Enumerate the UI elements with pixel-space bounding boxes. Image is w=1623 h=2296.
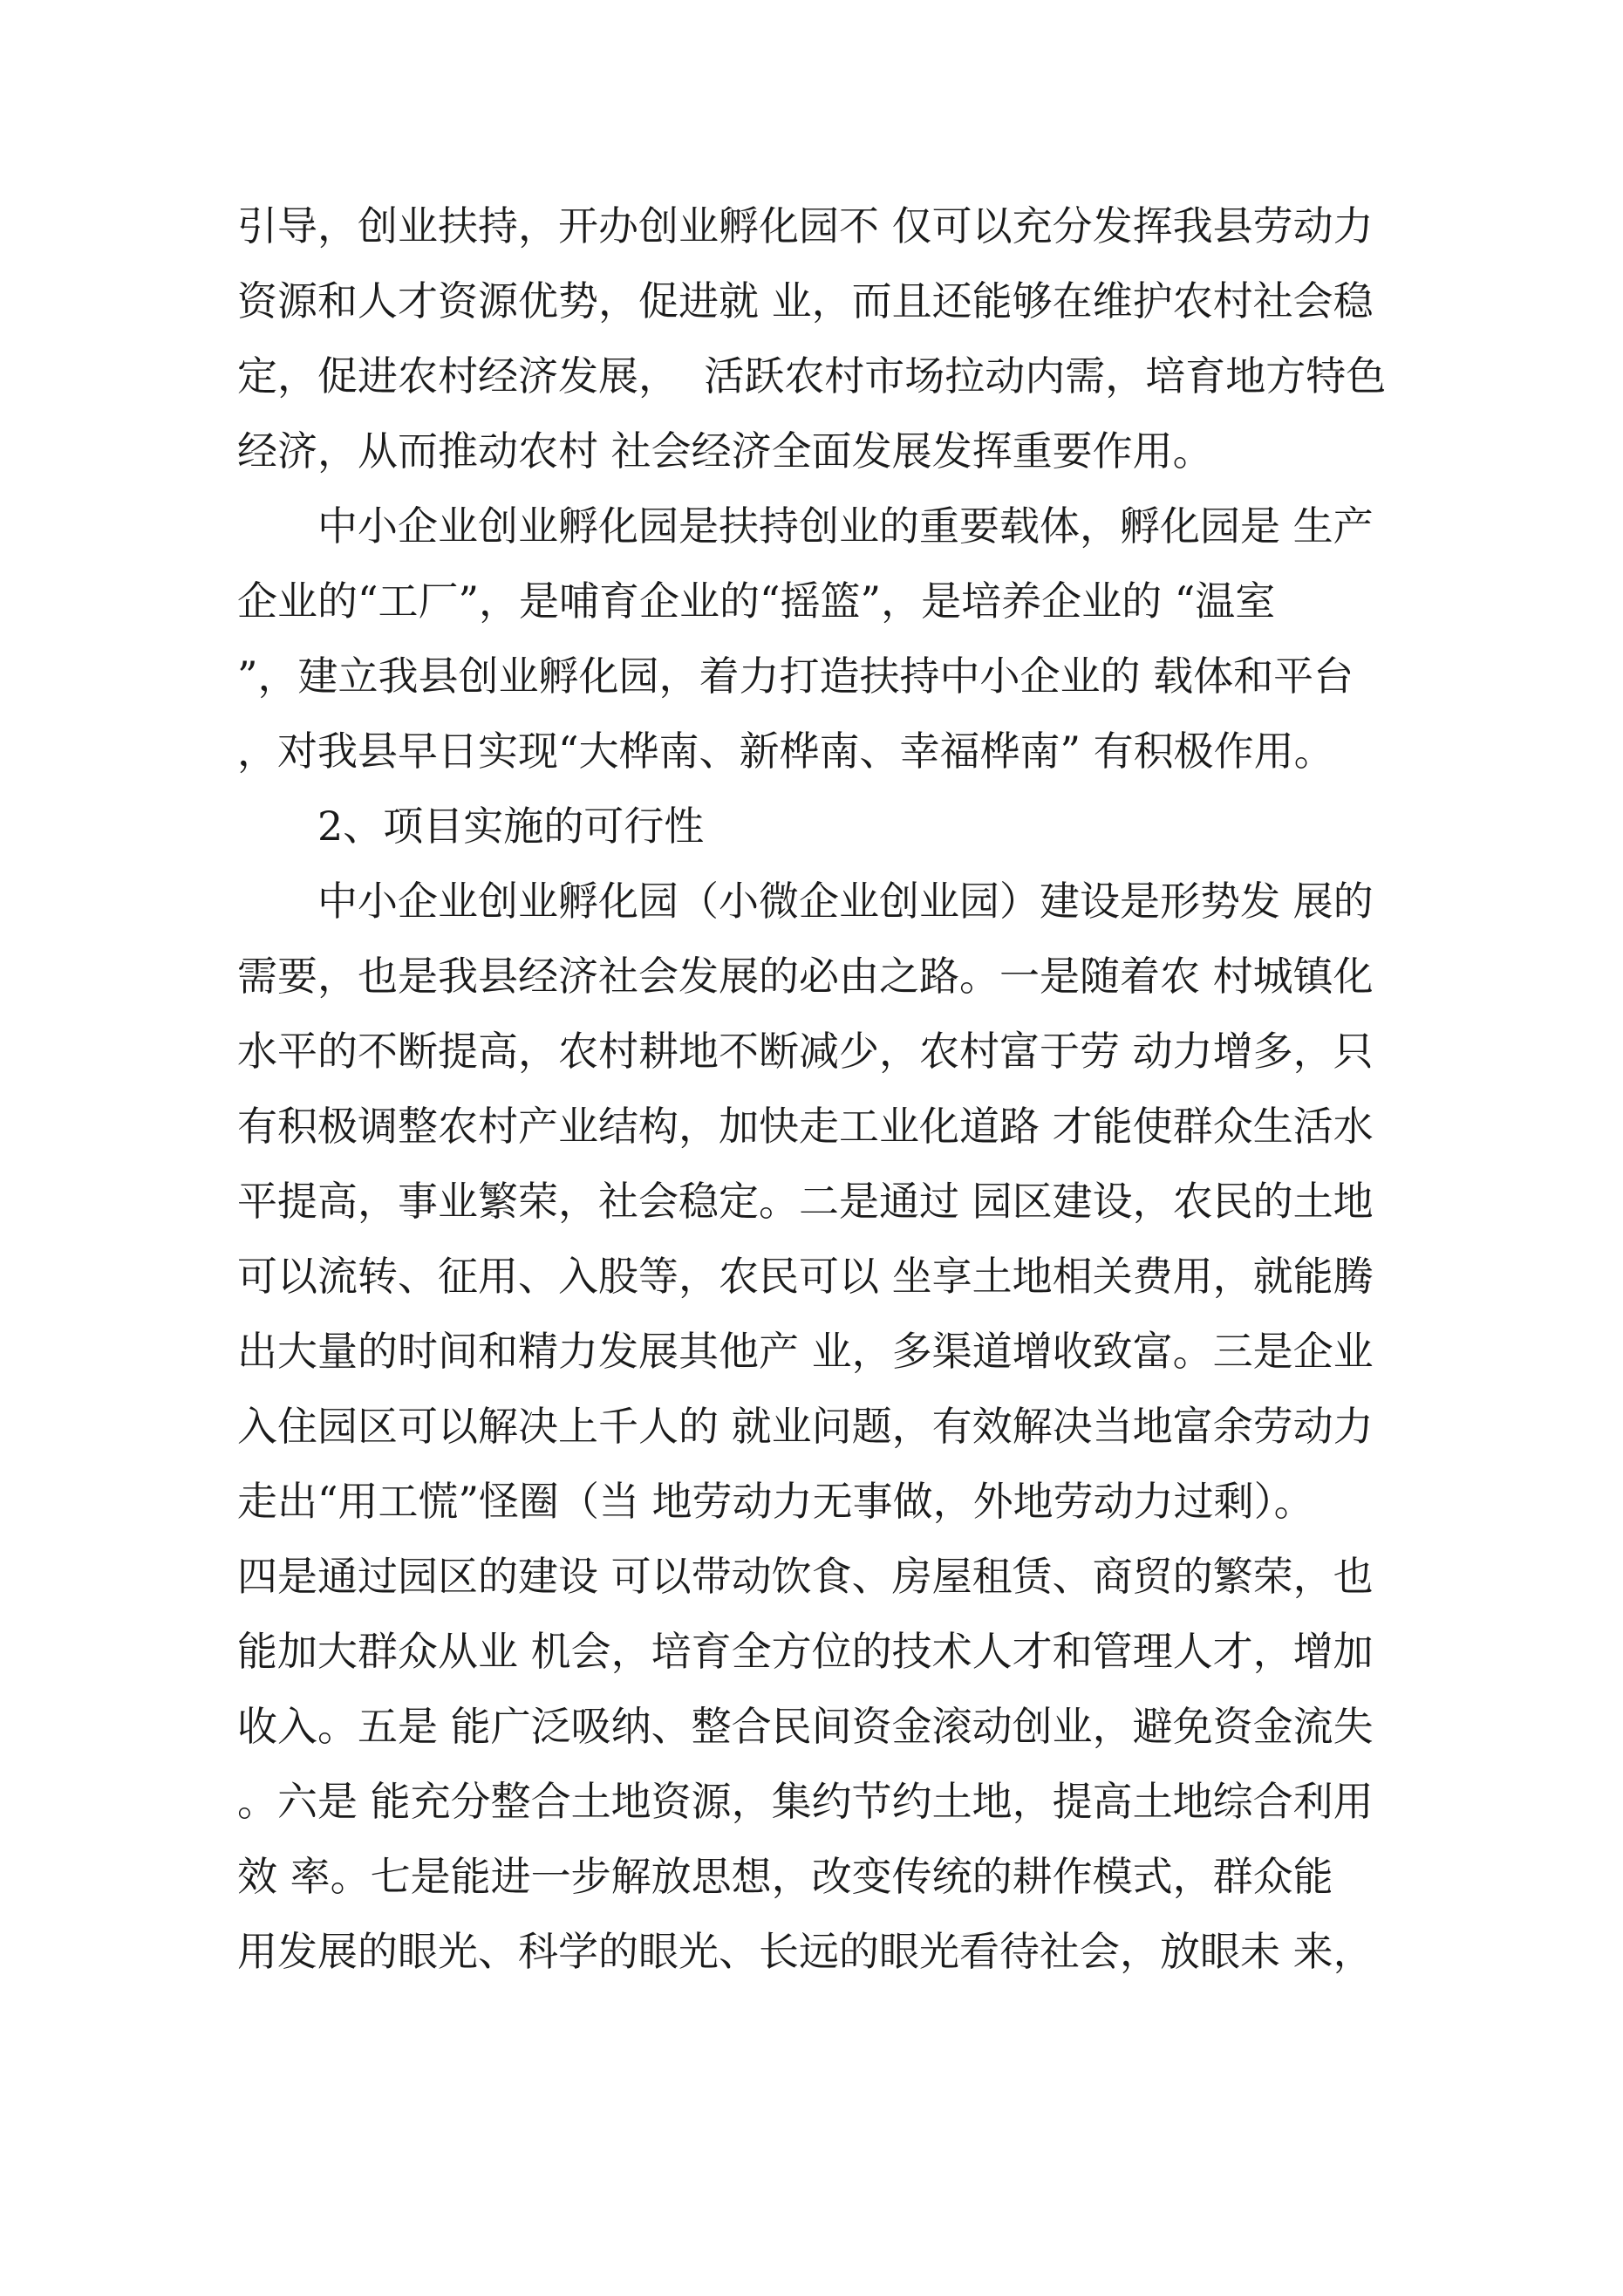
text-line: 经济，从而推动农村 社会经济全面发展发挥重要作用。 <box>237 427 1213 475</box>
text-line: 能加大群众从业 机会，培育全方位的技术人才和管理人才，增加 <box>237 1628 1374 1675</box>
text-line: 走出“用工慌”怪圈（当 地劳动力无事做，外地劳动力过剩）。 <box>237 1478 1314 1525</box>
text-line: 中小企业创业孵化园（小微企业创业园）建设是形势发 展的 <box>317 878 1374 925</box>
text-line: 2、项目实施的可行性 <box>317 803 705 850</box>
text-line: 效 率。七是能进一步解放思想，改变传统的耕作模式，群众能 <box>237 1853 1333 1900</box>
text-line: 。六是 能充分整合土地资源，集约节约土地，提高土地综合利用 <box>237 1778 1374 1825</box>
text-line: 可以流转、征用、入股等，农民可以 坐享土地相关费用，就能腾 <box>237 1253 1374 1300</box>
text-line: 引导，创业扶持，开办创业孵化园不 仅可以充分发挥我县劳动力 <box>237 202 1374 249</box>
text-line: 定，促进农村经济发展， 活跃农村市场拉动内需，培育地方特色 <box>237 352 1387 400</box>
text-line: 平提高，事业繁荣，社会稳定。二是通过 园区建设，农民的土地 <box>237 1178 1374 1225</box>
text-line: 入住园区可以解决上千人的 就业问题，有效解决当地富余劳动力 <box>237 1403 1374 1450</box>
text-line: 四是通过园区的建设 可以带动饮食、房屋租赁、商贸的繁荣，也 <box>237 1553 1374 1600</box>
text-line: 水平的不断提高，农村耕地不断减少，农村富于劳 动力增多，只 <box>237 1028 1374 1075</box>
text-line: ，对我县早日实现“大桦南、新桦南、幸福桦南” 有积极作用。 <box>237 728 1334 775</box>
text-line: 有积极调整农村产业结构，加快走工业化道路 才能使群众生活水 <box>237 1103 1374 1150</box>
text-line: 收入。五是 能广泛吸纳、整合民间资金滚动创业，避免资金流失 <box>237 1703 1374 1750</box>
text-line: ”，建立我县创业孵化园，着力打造扶持中小企业的 载体和平台 <box>237 653 1354 700</box>
text-line: 出大量的时间和精力发展其他产 业，多渠道增收致富。三是企业 <box>237 1328 1374 1375</box>
text-line: 企业的“工厂”，是哺育企业的“摇篮”，是培养企业的 “温室 <box>237 577 1276 625</box>
body-text <box>237 188 1406 1989</box>
text-line: 用发展的眼光、科学的眼光、长远的眼光看待社会，放眼未 来， <box>237 1928 1374 1975</box>
text-line: 资源和人才资源优势，促进就 业，而且还能够在维护农村社会稳 <box>237 277 1374 325</box>
text-line: 中小企业创业孵化园是扶持创业的重要载体，孵化园是 生产 <box>317 502 1374 550</box>
text-line: 需要，也是我县经济社会发展的必由之路。一是随着农 村城镇化 <box>237 953 1374 1000</box>
